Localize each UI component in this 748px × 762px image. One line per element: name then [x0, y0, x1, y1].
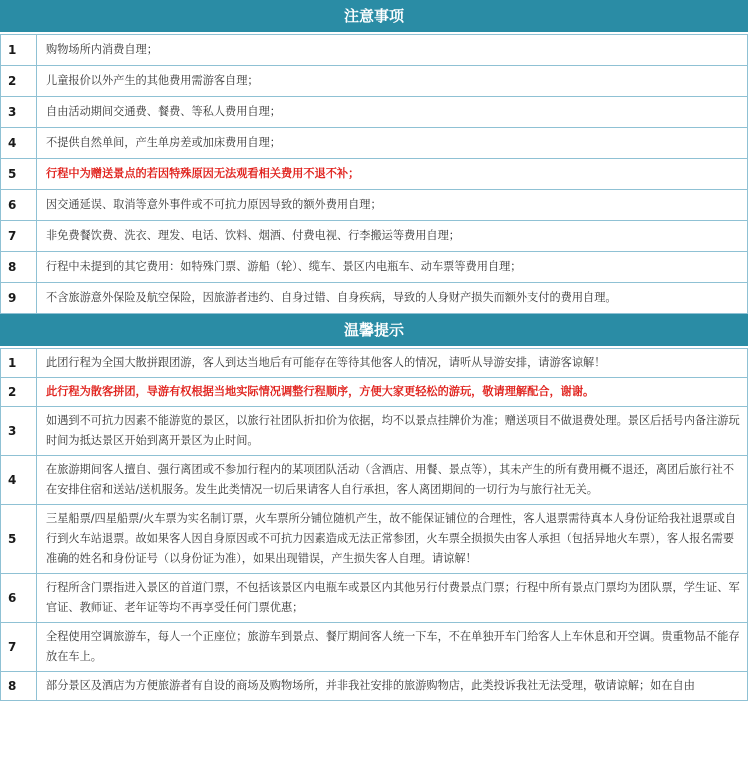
tips-row [1, 378, 748, 407]
item-number: 4 [1, 456, 37, 505]
tips-row [1, 505, 748, 574]
item-number: 5 [1, 159, 37, 190]
item-text: 此行程为散客拼团，导游有权根据当地实际情况调整行程顺序，方便大家更轻松的游玩，敬请理解配合，谢谢。 [37, 378, 748, 407]
notes-row [1, 128, 748, 159]
item-text: 如遇到不可抗力因素不能游览的景区，以旅行社团队折扣价为依据，均不以景点挂牌价为准；赠送项目不做退费处理。景区后括号内备注游玩时间为抵达景区开始到离开景区为止时间。 [37, 407, 748, 456]
item-number: 4 [1, 128, 37, 159]
tips-header: 温馨提示 [0, 314, 748, 348]
tips-row [1, 672, 748, 701]
item-number: 6 [1, 574, 37, 623]
item-number: 3 [1, 407, 37, 456]
tips-row [1, 574, 748, 623]
item-text: 不含旅游意外保险及航空保险，因旅游者违约、自身过错、自身疾病，导致的人身财产损失而额外支付的费用自理。 [37, 283, 748, 314]
item-number: 7 [1, 221, 37, 252]
item-text: 此团行程为全国大散拼跟团游，客人到达当地后有可能存在等待其他客人的情况，请听从导游安排，请游客谅解！ [37, 349, 748, 378]
item-text: 不提供自然单间，产生单房差或加床费用自理； [37, 128, 748, 159]
item-number: 7 [1, 623, 37, 672]
item-text: 三星船票/四星船票/火车票为实名制订票，火车票所分铺位随机产生，故不能保证铺位的合理性，客人退票需待真本人身份证给我社退票或自行到火车站退票。故如果客人因自身原因或不可抗力因素造成无法正常参团，火车票全损损失由客人承担（包括异地火车票），客人报名需要准确的姓名和身份证号（以身份证为准），如果出现错误，产生损失客人自理。请谅解！ [37, 505, 748, 574]
notes-table [0, 34, 748, 314]
item-number: 2 [1, 66, 37, 97]
notes-header: 注意事项 [0, 0, 748, 34]
tips-row [1, 623, 748, 672]
item-text: 购物场所内消费自理； [37, 35, 748, 66]
item-text: 因交通延误、取消等意外事件或不可抗力原因导致的额外费用自理； [37, 190, 748, 221]
notes-row [1, 97, 748, 128]
notes-row [1, 283, 748, 314]
item-number: 1 [1, 35, 37, 66]
item-number: 9 [1, 283, 37, 314]
tips-row [1, 349, 748, 378]
item-text: 行程所含门票指进入景区的首道门票，不包括该景区内电瓶车或景区内其他另行付费景点门票；行程中所有景点门票均为团队票，学生证、军官证、教师证、老年证等均不再享受任何门票优惠； [37, 574, 748, 623]
item-text: 自由活动期间交通费、餐费、等私人费用自理； [37, 97, 748, 128]
notes-row [1, 66, 748, 97]
item-number: 8 [1, 672, 37, 701]
notes-row [1, 35, 748, 66]
item-text: 非免费餐饮费、洗衣、理发、电话、饮料、烟酒、付费电视、行李搬运等费用自理； [37, 221, 748, 252]
tips-row [1, 456, 748, 505]
notes-row [1, 159, 748, 190]
item-text: 在旅游期间客人擅自、强行离团或不参加行程内的某项团队活动（含酒店、用餐、景点等），其未产生的所有费用概不退还，离团后旅行社不在安排住宿和送站/送机服务。发生此类情况一切后果请客人自行承担，客人离团期间的一切行为与旅行社无关。 [37, 456, 748, 505]
tips-row [1, 407, 748, 456]
item-number: 5 [1, 505, 37, 574]
item-text: 儿童报价以外产生的其他费用需游客自理； [37, 66, 748, 97]
item-text: 行程中为赠送景点的若因特殊原因无法观看相关费用不退不补； [37, 159, 748, 190]
item-text: 部分景区及酒店为方便旅游者有自设的商场及购物场所，并非我社安排的旅游购物店，此类投诉我社无法受理，敬请谅解；如在自由 [37, 672, 748, 701]
tips-table [0, 348, 748, 701]
item-number: 3 [1, 97, 37, 128]
item-text: 全程使用空调旅游车，每人一个正座位；旅游车到景点、餐厅期间客人统一下车，不在单独开车门给客人上车休息和开空调。贵重物品不能存放在车上。 [37, 623, 748, 672]
notes-row [1, 252, 748, 283]
item-text: 行程中未提到的其它费用：如特殊门票、游船（轮）、缆车、景区内电瓶车、动车票等费用自理； [37, 252, 748, 283]
notes-row [1, 190, 748, 221]
notes-row [1, 221, 748, 252]
item-number: 1 [1, 349, 37, 378]
item-number: 2 [1, 378, 37, 407]
item-number: 6 [1, 190, 37, 221]
item-number: 8 [1, 252, 37, 283]
